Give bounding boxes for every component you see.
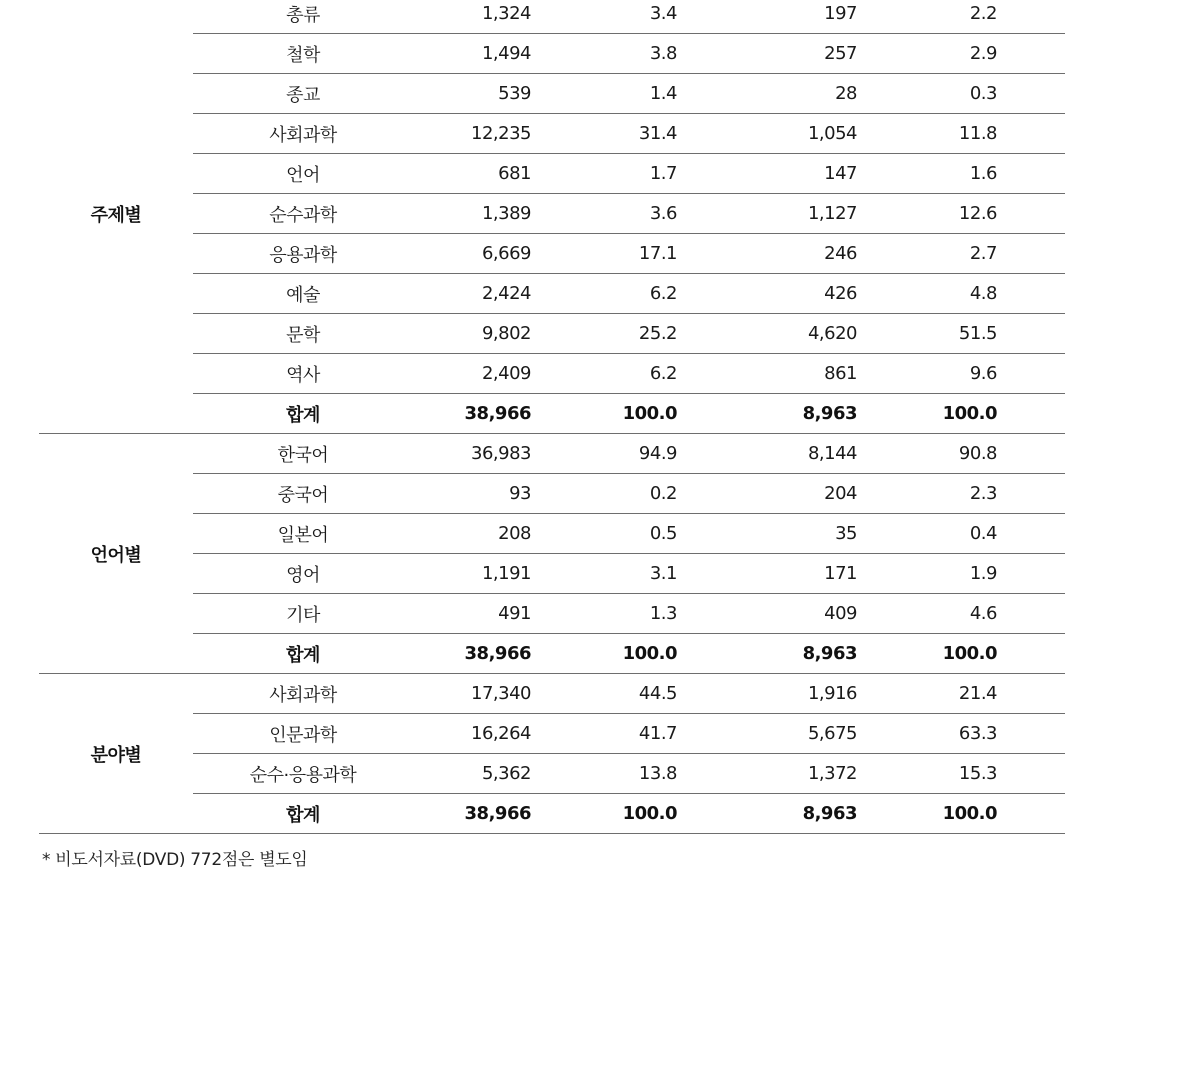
value-cell-1: 491 xyxy=(413,594,531,634)
percent-cell-2: 4.6 xyxy=(857,594,997,634)
value-cell-1: 6,669 xyxy=(413,234,531,274)
percent-cell-1: 6.2 xyxy=(531,354,677,394)
percent-cell-2: 0.3 xyxy=(857,74,997,114)
value-cell-2: 147 xyxy=(677,154,857,194)
value-cell-2: 1,054 xyxy=(677,114,857,154)
category-cell: 역사 xyxy=(193,354,413,394)
percent-cell-2: 15.3 xyxy=(857,754,997,794)
percent-cell-2: 11.8 xyxy=(857,114,997,154)
table-row xyxy=(39,474,1065,514)
percent-cell-2: 63.3 xyxy=(857,714,997,754)
statistics-table xyxy=(39,0,1065,834)
table-row xyxy=(39,594,1065,634)
percent-cell-1: 25.2 xyxy=(531,314,677,354)
percent-cell-1: 44.5 xyxy=(531,674,677,714)
category-cell: 합계 xyxy=(193,394,413,434)
value-cell-1: 208 xyxy=(413,514,531,554)
percent-cell-2: 2.2 xyxy=(857,0,997,34)
category-cell: 합계 xyxy=(193,634,413,674)
spacer-cell xyxy=(997,0,1065,34)
percent-cell-1: 31.4 xyxy=(531,114,677,154)
spacer-cell xyxy=(997,74,1065,114)
percent-cell-2: 100.0 xyxy=(857,794,997,834)
value-cell-1: 539 xyxy=(413,74,531,114)
table-row xyxy=(39,0,1065,34)
percent-cell-2: 21.4 xyxy=(857,674,997,714)
spacer-cell xyxy=(997,234,1065,274)
table-row-total xyxy=(39,634,1065,674)
spacer-cell xyxy=(997,314,1065,354)
spacer-cell xyxy=(997,754,1065,794)
value-cell-2: 204 xyxy=(677,474,857,514)
percent-cell-1: 100.0 xyxy=(531,394,677,434)
table-row xyxy=(39,314,1065,354)
percent-cell-1: 1.3 xyxy=(531,594,677,634)
value-cell-2: 409 xyxy=(677,594,857,634)
value-cell-1: 2,409 xyxy=(413,354,531,394)
spacer-cell xyxy=(997,554,1065,594)
percent-cell-1: 6.2 xyxy=(531,274,677,314)
percent-cell-1: 1.7 xyxy=(531,154,677,194)
table-row xyxy=(39,234,1065,274)
percent-cell-2: 12.6 xyxy=(857,194,997,234)
value-cell-2: 197 xyxy=(677,0,857,34)
value-cell-1: 36,983 xyxy=(413,434,531,474)
table-row xyxy=(39,554,1065,594)
value-cell-2: 28 xyxy=(677,74,857,114)
percent-cell-1: 0.5 xyxy=(531,514,677,554)
spacer-cell xyxy=(997,434,1065,474)
category-cell: 응용과학 xyxy=(193,234,413,274)
value-cell-2: 8,144 xyxy=(677,434,857,474)
percent-cell-2: 2.9 xyxy=(857,34,997,74)
category-cell: 합계 xyxy=(193,794,413,834)
value-cell-1: 1,494 xyxy=(413,34,531,74)
value-cell-2: 1,372 xyxy=(677,754,857,794)
table-body xyxy=(39,0,1065,834)
spacer-cell xyxy=(997,714,1065,754)
value-cell-2: 8,963 xyxy=(677,794,857,834)
spacer-cell xyxy=(997,594,1065,634)
percent-cell-1: 0.2 xyxy=(531,474,677,514)
category-cell: 문학 xyxy=(193,314,413,354)
table-row xyxy=(39,274,1065,314)
value-cell-1: 9,802 xyxy=(413,314,531,354)
spacer-cell xyxy=(997,274,1065,314)
percent-cell-2: 51.5 xyxy=(857,314,997,354)
category-cell: 일본어 xyxy=(193,514,413,554)
value-cell-2: 171 xyxy=(677,554,857,594)
value-cell-1: 681 xyxy=(413,154,531,194)
spacer-cell xyxy=(997,114,1065,154)
category-cell: 중국어 xyxy=(193,474,413,514)
category-cell: 한국어 xyxy=(193,434,413,474)
category-cell: 예술 xyxy=(193,274,413,314)
category-cell: 영어 xyxy=(193,554,413,594)
value-cell-2: 1,127 xyxy=(677,194,857,234)
spacer-cell xyxy=(997,154,1065,194)
spacer-cell xyxy=(997,514,1065,554)
percent-cell-1: 3.1 xyxy=(531,554,677,594)
spacer-cell xyxy=(997,674,1065,714)
table-row xyxy=(39,74,1065,114)
percent-cell-1: 1.4 xyxy=(531,74,677,114)
value-cell-1: 1,191 xyxy=(413,554,531,594)
value-cell-2: 5,675 xyxy=(677,714,857,754)
spacer-cell xyxy=(997,394,1065,434)
value-cell-1: 12,235 xyxy=(413,114,531,154)
table-row xyxy=(39,114,1065,154)
value-cell-2: 426 xyxy=(677,274,857,314)
percent-cell-2: 9.6 xyxy=(857,354,997,394)
value-cell-2: 8,963 xyxy=(677,634,857,674)
value-cell-2: 1,916 xyxy=(677,674,857,714)
category-cell: 사회과학 xyxy=(193,674,413,714)
spacer-cell xyxy=(997,194,1065,234)
percent-cell-2: 90.8 xyxy=(857,434,997,474)
value-cell-1: 5,362 xyxy=(413,754,531,794)
percent-cell-1: 17.1 xyxy=(531,234,677,274)
percent-cell-2: 1.6 xyxy=(857,154,997,194)
category-cell: 순수과학 xyxy=(193,194,413,234)
value-cell-2: 861 xyxy=(677,354,857,394)
category-cell: 사회과학 xyxy=(193,114,413,154)
percent-cell-2: 4.8 xyxy=(857,274,997,314)
value-cell-1: 38,966 xyxy=(413,794,531,834)
category-cell: 인문과학 xyxy=(193,714,413,754)
table-row xyxy=(39,194,1065,234)
spacer-cell xyxy=(997,34,1065,74)
value-cell-2: 35 xyxy=(677,514,857,554)
percent-cell-2: 2.7 xyxy=(857,234,997,274)
category-cell: 기타 xyxy=(193,594,413,634)
percent-cell-2: 100.0 xyxy=(857,634,997,674)
percent-cell-1: 3.4 xyxy=(531,0,677,34)
percent-cell-1: 41.7 xyxy=(531,714,677,754)
spacer-cell xyxy=(997,794,1065,834)
percent-cell-1: 3.8 xyxy=(531,34,677,74)
percent-cell-2: 2.3 xyxy=(857,474,997,514)
table-row xyxy=(39,434,1065,474)
value-cell-2: 246 xyxy=(677,234,857,274)
value-cell-1: 1,389 xyxy=(413,194,531,234)
category-cell: 총류 xyxy=(193,0,413,34)
percent-cell-1: 13.8 xyxy=(531,754,677,794)
table-row xyxy=(39,754,1065,794)
value-cell-2: 4,620 xyxy=(677,314,857,354)
table-row-total xyxy=(39,394,1065,434)
percent-cell-2: 1.9 xyxy=(857,554,997,594)
percent-cell-1: 3.6 xyxy=(531,194,677,234)
category-cell: 언어 xyxy=(193,154,413,194)
table-row xyxy=(39,714,1065,754)
value-cell-2: 257 xyxy=(677,34,857,74)
percent-cell-2: 100.0 xyxy=(857,394,997,434)
value-cell-1: 38,966 xyxy=(413,634,531,674)
footnote: * 비도서자료(DVD) 772점은 별도임 xyxy=(42,850,308,870)
table-row xyxy=(39,674,1065,714)
percent-cell-2: 0.4 xyxy=(857,514,997,554)
section-label: 주제별 xyxy=(39,0,193,434)
percent-cell-1: 100.0 xyxy=(531,794,677,834)
value-cell-1: 17,340 xyxy=(413,674,531,714)
spacer-cell xyxy=(997,354,1065,394)
category-cell: 철학 xyxy=(193,34,413,74)
table-row-total xyxy=(39,794,1065,834)
category-cell: 순수·응용과학 xyxy=(193,754,413,794)
category-cell: 종교 xyxy=(193,74,413,114)
value-cell-1: 2,424 xyxy=(413,274,531,314)
table-row xyxy=(39,154,1065,194)
value-cell-1: 93 xyxy=(413,474,531,514)
spacer-cell xyxy=(997,474,1065,514)
section-label: 분야별 xyxy=(39,674,193,834)
table-row xyxy=(39,514,1065,554)
percent-cell-1: 94.9 xyxy=(531,434,677,474)
value-cell-1: 38,966 xyxy=(413,394,531,434)
table-row xyxy=(39,354,1065,394)
value-cell-1: 16,264 xyxy=(413,714,531,754)
section-label: 언어별 xyxy=(39,434,193,674)
spacer-cell xyxy=(997,634,1065,674)
value-cell-1: 1,324 xyxy=(413,0,531,34)
value-cell-2: 8,963 xyxy=(677,394,857,434)
percent-cell-1: 100.0 xyxy=(531,634,677,674)
table-row xyxy=(39,34,1065,74)
